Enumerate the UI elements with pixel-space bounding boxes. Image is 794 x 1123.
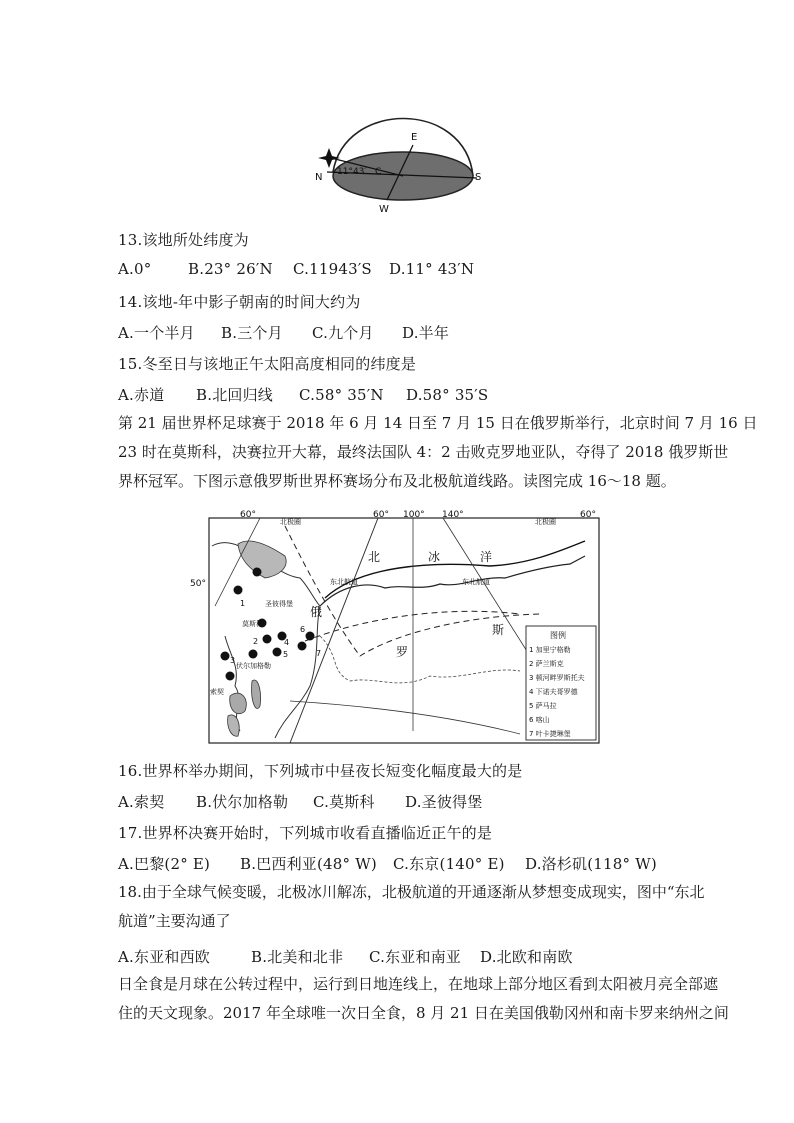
option: B.北美和北非 xyxy=(251,948,344,966)
option: A.0° xyxy=(118,260,152,278)
city-dot-spb xyxy=(253,568,262,577)
label-w: W xyxy=(379,204,389,215)
russia-map xyxy=(190,506,605,746)
label-city-sochi: 索契 xyxy=(210,688,224,696)
option: A.赤道 xyxy=(118,386,165,404)
question-18-stem xyxy=(118,878,705,936)
passage-world-cup xyxy=(118,409,758,496)
label-num-3: 3 xyxy=(230,656,236,665)
label-num-2: 2 xyxy=(253,637,259,646)
option: B.三个月 xyxy=(221,324,283,342)
legend-title: 图例 xyxy=(550,631,566,640)
label-country-2: 罗 xyxy=(396,645,409,659)
passage-line: 住的天文现象。2017 年全球唯一次日全食，8 月 21 日在美国俄勒冈州和南卡罗来纳州之间 xyxy=(118,1004,729,1022)
legend-item: 5 萨马拉 xyxy=(529,702,557,710)
question-14-options xyxy=(118,322,449,343)
option: B.巴西利亚(48° W) xyxy=(240,855,377,873)
city-dot-1 xyxy=(234,586,243,595)
label-city-moscow: 莫斯科 xyxy=(242,620,263,628)
label-top-100: 100° xyxy=(403,510,425,520)
legend-item: 4 下诺夫哥罗德 xyxy=(529,688,578,696)
label-top-60-mid: 60° xyxy=(373,510,389,520)
label-num-1: 1 xyxy=(240,599,246,608)
passage-line: 23 时在莫斯科，决赛拉开大幕，最终法国队 4：2 击败克罗地亚队，夺得了 2018 俄罗斯世 xyxy=(118,443,729,461)
question-15-options xyxy=(118,384,488,405)
label-city-volgograd: 伏尔加格勒 xyxy=(236,662,271,670)
sun-star-icon xyxy=(318,148,340,168)
label-ocean-1: 北 xyxy=(368,550,381,564)
label-route-right: 东北航道 xyxy=(462,578,490,586)
label-country-3: 斯 xyxy=(492,623,505,637)
option: A.索契 xyxy=(118,793,165,811)
question-17-stem: 17.世界杯决赛开始时，下列城市收看直播临近正午的是 xyxy=(118,824,493,842)
option: D.58° 35′S xyxy=(406,386,489,404)
question-16-stem: 16.世界杯举办期间，下列城市中昼夜长短变化幅度最大的是 xyxy=(118,762,523,780)
city-dot-7 xyxy=(306,632,315,641)
option: C.东京(140° E) xyxy=(393,855,505,873)
label-num-4: 4 xyxy=(284,638,290,647)
passage-line: 第 21 届世界杯足球赛于 2018 年 6 月 14 日至 7 月 15 日在俄罗斯举行，北京时间 7 月 16 日 xyxy=(118,414,758,432)
city-dot-2 xyxy=(263,635,272,644)
legend-item: 7 叶卡捷琳堡 xyxy=(529,730,571,738)
label-s: S xyxy=(475,172,482,183)
passage-line: 界杯冠军。下图示意俄罗斯世界杯赛场分布及北极航道线路。读图完成 16～18 题。 xyxy=(118,472,676,490)
label-top-60-left: 60° xyxy=(240,510,256,520)
city-dot-3 xyxy=(221,652,230,661)
city-dot-6 xyxy=(298,642,307,651)
stem-line: 航道”主要沟通了 xyxy=(118,912,231,930)
legend-item: 3 顿河畔罗斯托夫 xyxy=(529,674,585,682)
question-13-stem: 13.该地所处纬度为 xyxy=(118,231,249,249)
city-dot-volgograd xyxy=(249,650,258,659)
option: C.11943′S xyxy=(293,260,372,278)
label-ocean-3: 洋 xyxy=(480,550,493,564)
label-num-7: 7 xyxy=(316,649,322,658)
label-num-5: 5 xyxy=(283,650,289,659)
legend-item: 2 萨兰斯克 xyxy=(529,660,564,668)
label-route-left: 东北航道 xyxy=(330,578,358,586)
option: C.九个月 xyxy=(312,324,374,342)
label-ocean-2: 冰 xyxy=(428,550,441,564)
passage-line: 日全食是月球在公转过程中，运行到日地连线上，在地球上部分地区看到太阳被月亮全部遮 xyxy=(118,975,719,993)
label-e: E xyxy=(411,132,418,143)
option: B.23° 26′N xyxy=(188,260,273,278)
label-n: N xyxy=(315,172,323,183)
label-city-spb: 圣彼得堡 xyxy=(265,600,293,608)
label-num-6: 6 xyxy=(300,625,306,634)
option: D.洛杉矶(118° W) xyxy=(525,855,657,873)
option: D.圣彼得堡 xyxy=(405,793,483,811)
option: D.11° 43′N xyxy=(389,260,475,278)
option: C.东亚和南亚 xyxy=(369,948,462,966)
option: B.伏尔加格勒 xyxy=(196,793,289,811)
option: A.一个半月 xyxy=(118,324,195,342)
passage-eclipse xyxy=(118,970,729,1028)
label-arctic-left: 北极圈 xyxy=(280,518,301,526)
label-country-1: 俄 xyxy=(310,605,323,619)
option: D.北欧和南欧 xyxy=(480,948,573,966)
city-dot-5 xyxy=(273,648,282,657)
option: A.东亚和西欧 xyxy=(118,948,211,966)
option: B.北回归线 xyxy=(196,386,273,404)
option: A.巴黎(2° E) xyxy=(118,855,211,873)
label-arctic-right: 北极圈 xyxy=(535,518,556,526)
question-15-stem: 15.冬至日与该地正午太阳高度相同的纬度是 xyxy=(118,355,417,373)
option: C.莫斯科 xyxy=(313,793,375,811)
stem-line: 18.由于全球气候变暖，北极冰川解冻，北极航道的开通逐渐从梦想变成现实，图中“东北 xyxy=(118,883,705,901)
option: C.58° 35′N xyxy=(299,386,384,404)
option: D.半年 xyxy=(402,324,450,342)
question-16-options xyxy=(118,791,482,812)
legend-item: 1 加里宁格勒 xyxy=(529,646,571,654)
label-top-60-right: 60° xyxy=(580,510,596,520)
sun-path-diagram xyxy=(315,100,495,215)
legend-item: 6 喀山 xyxy=(529,716,550,724)
question-17-options xyxy=(118,853,657,874)
label-c: C xyxy=(375,167,382,177)
question-14-stem: 14.该地-年中影子朝南的时间大约为 xyxy=(118,293,361,311)
label-top-140: 140° xyxy=(442,510,464,520)
label-angle: 11°43′ xyxy=(337,167,367,177)
question-18-options xyxy=(118,946,573,967)
label-lat-50: 50° xyxy=(190,579,206,589)
city-dot-sochi xyxy=(226,672,235,681)
question-13-options xyxy=(118,260,474,278)
